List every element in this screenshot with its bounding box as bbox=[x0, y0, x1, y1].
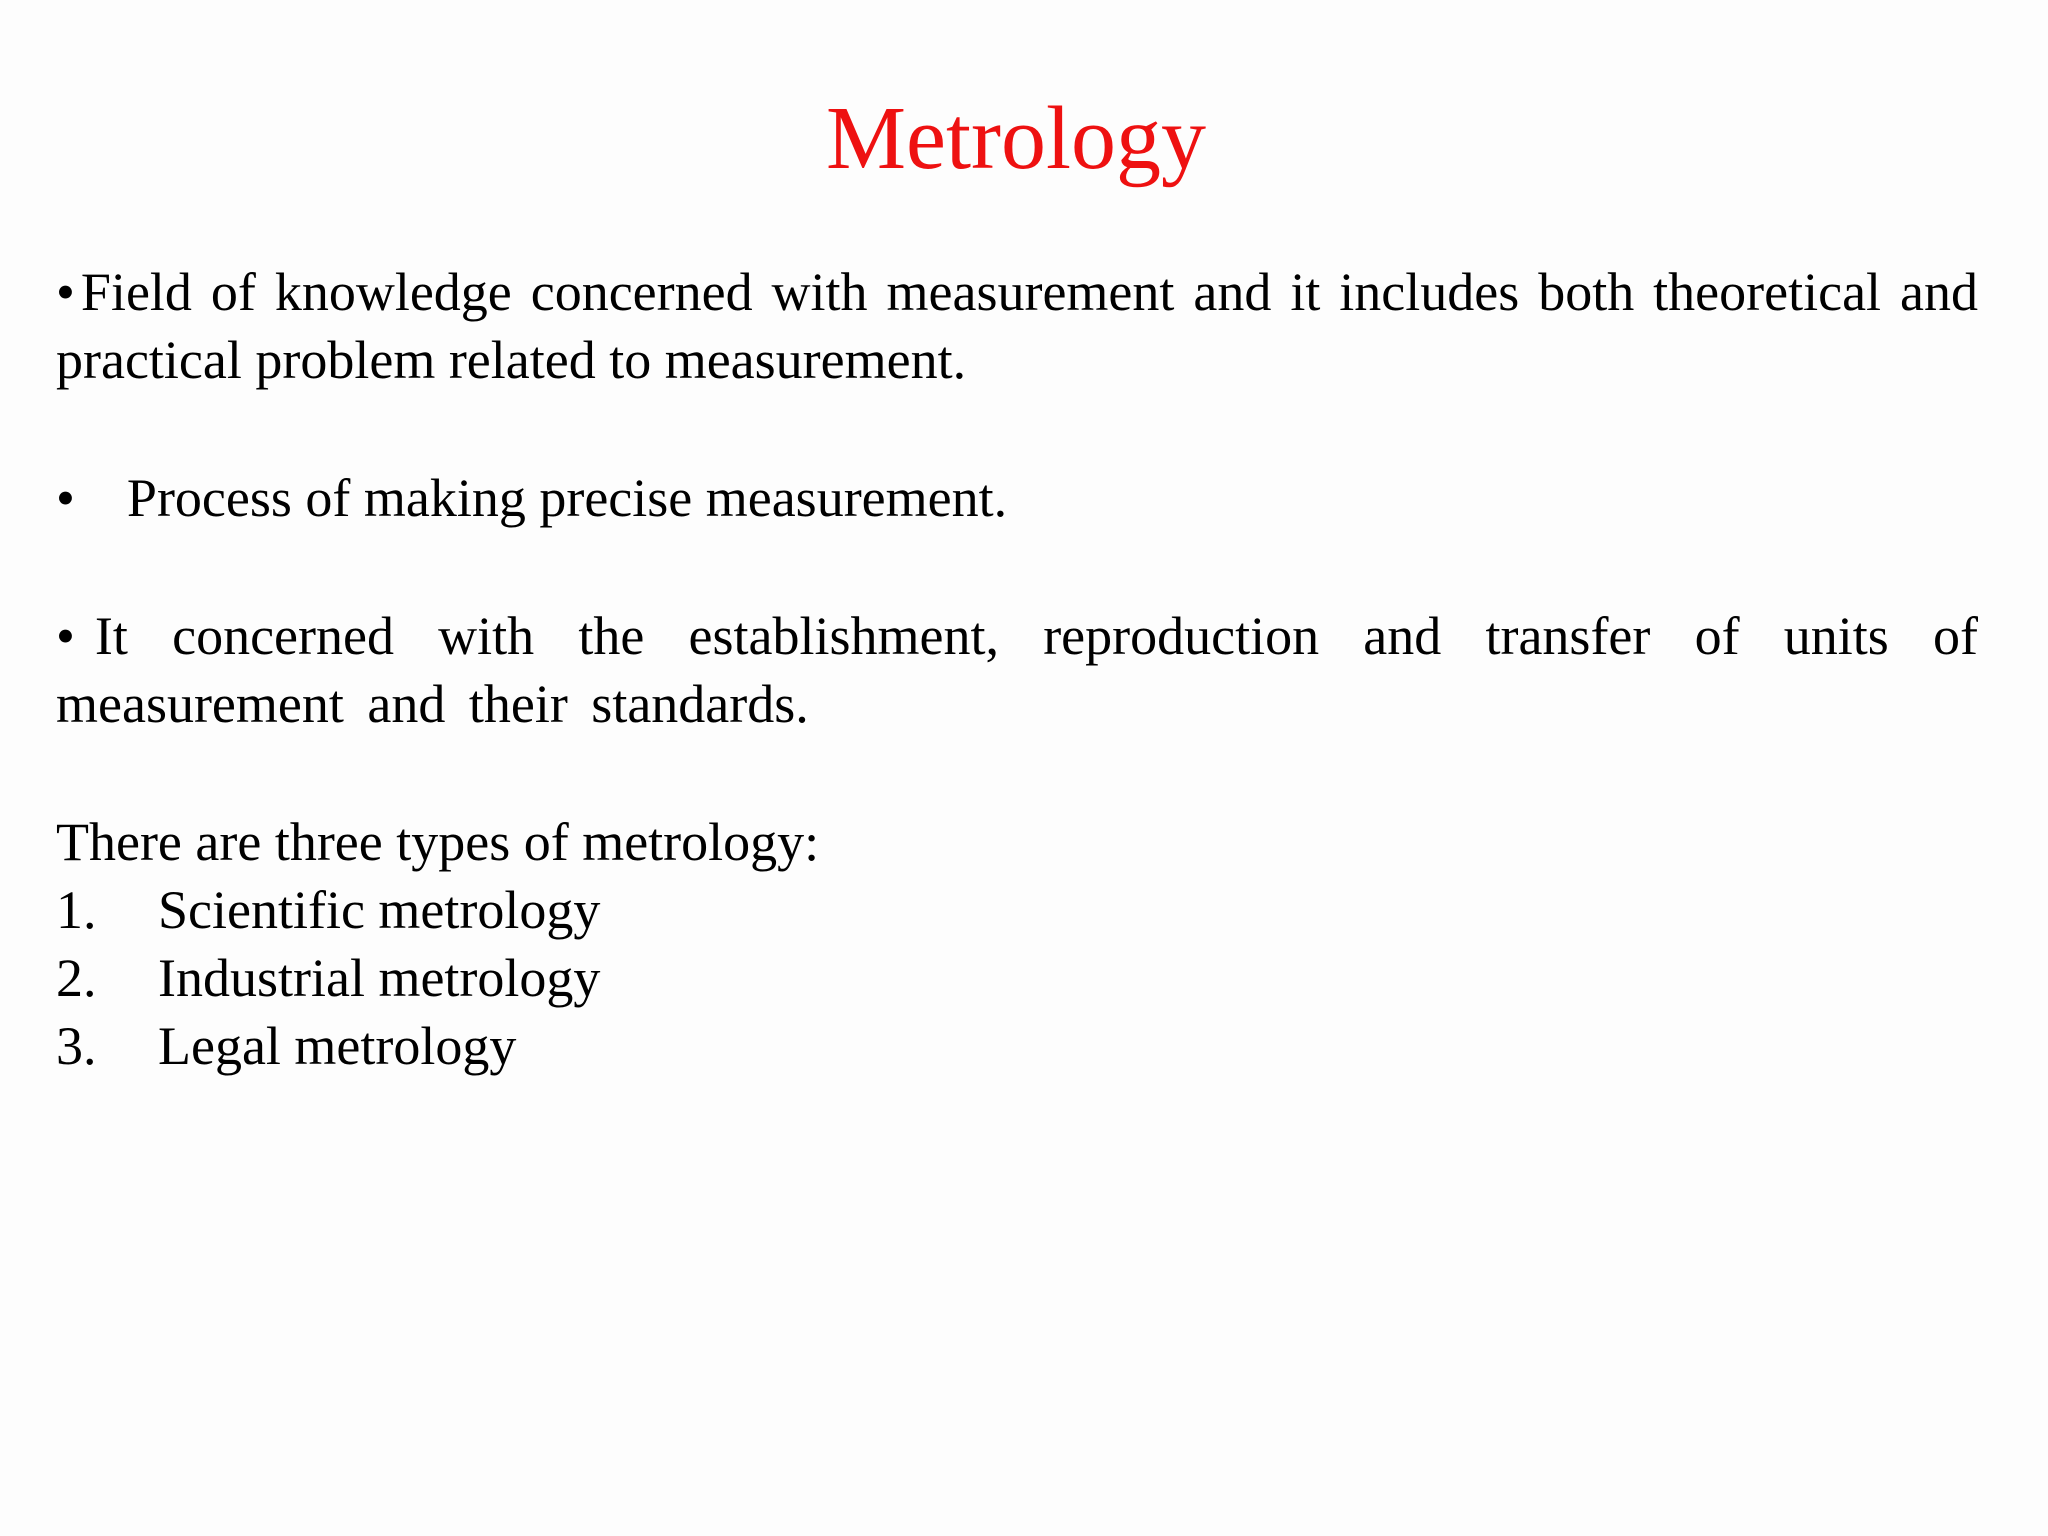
list-item bbox=[56, 876, 600, 944]
types-intro: There are three types of metrology: bbox=[56, 812, 820, 872]
list-label: Scientific metrology bbox=[158, 880, 601, 940]
bullet-text: Process of making precise measurement. bbox=[126, 468, 1008, 528]
bullet-paragraph bbox=[56, 464, 1978, 532]
list-item bbox=[56, 944, 600, 1012]
slide-title: Metrology bbox=[826, 89, 1206, 188]
bullet-text: It concerned with the establishment, reproduction and transfer of units of measurement and their standards. bbox=[56, 606, 1978, 734]
list-number: 1. bbox=[56, 880, 97, 940]
bullet-marker: • bbox=[56, 606, 75, 666]
list-label: Industrial metrology bbox=[158, 948, 601, 1008]
list-number: 2. bbox=[56, 948, 97, 1008]
bullet-paragraph bbox=[56, 258, 1978, 394]
list-number: 3. bbox=[56, 1016, 97, 1076]
bullet-paragraph bbox=[56, 602, 1978, 738]
bullet-text: Field of knowledge concerned with measurement and it includes both theoretical and practical problem related to measurement. bbox=[56, 262, 1978, 390]
list-item bbox=[56, 1012, 600, 1080]
bullet-marker: • bbox=[56, 468, 75, 528]
metrology-types-list bbox=[56, 876, 600, 1080]
list-label: Legal metrology bbox=[158, 1016, 517, 1076]
bullet-marker: • bbox=[56, 262, 75, 322]
